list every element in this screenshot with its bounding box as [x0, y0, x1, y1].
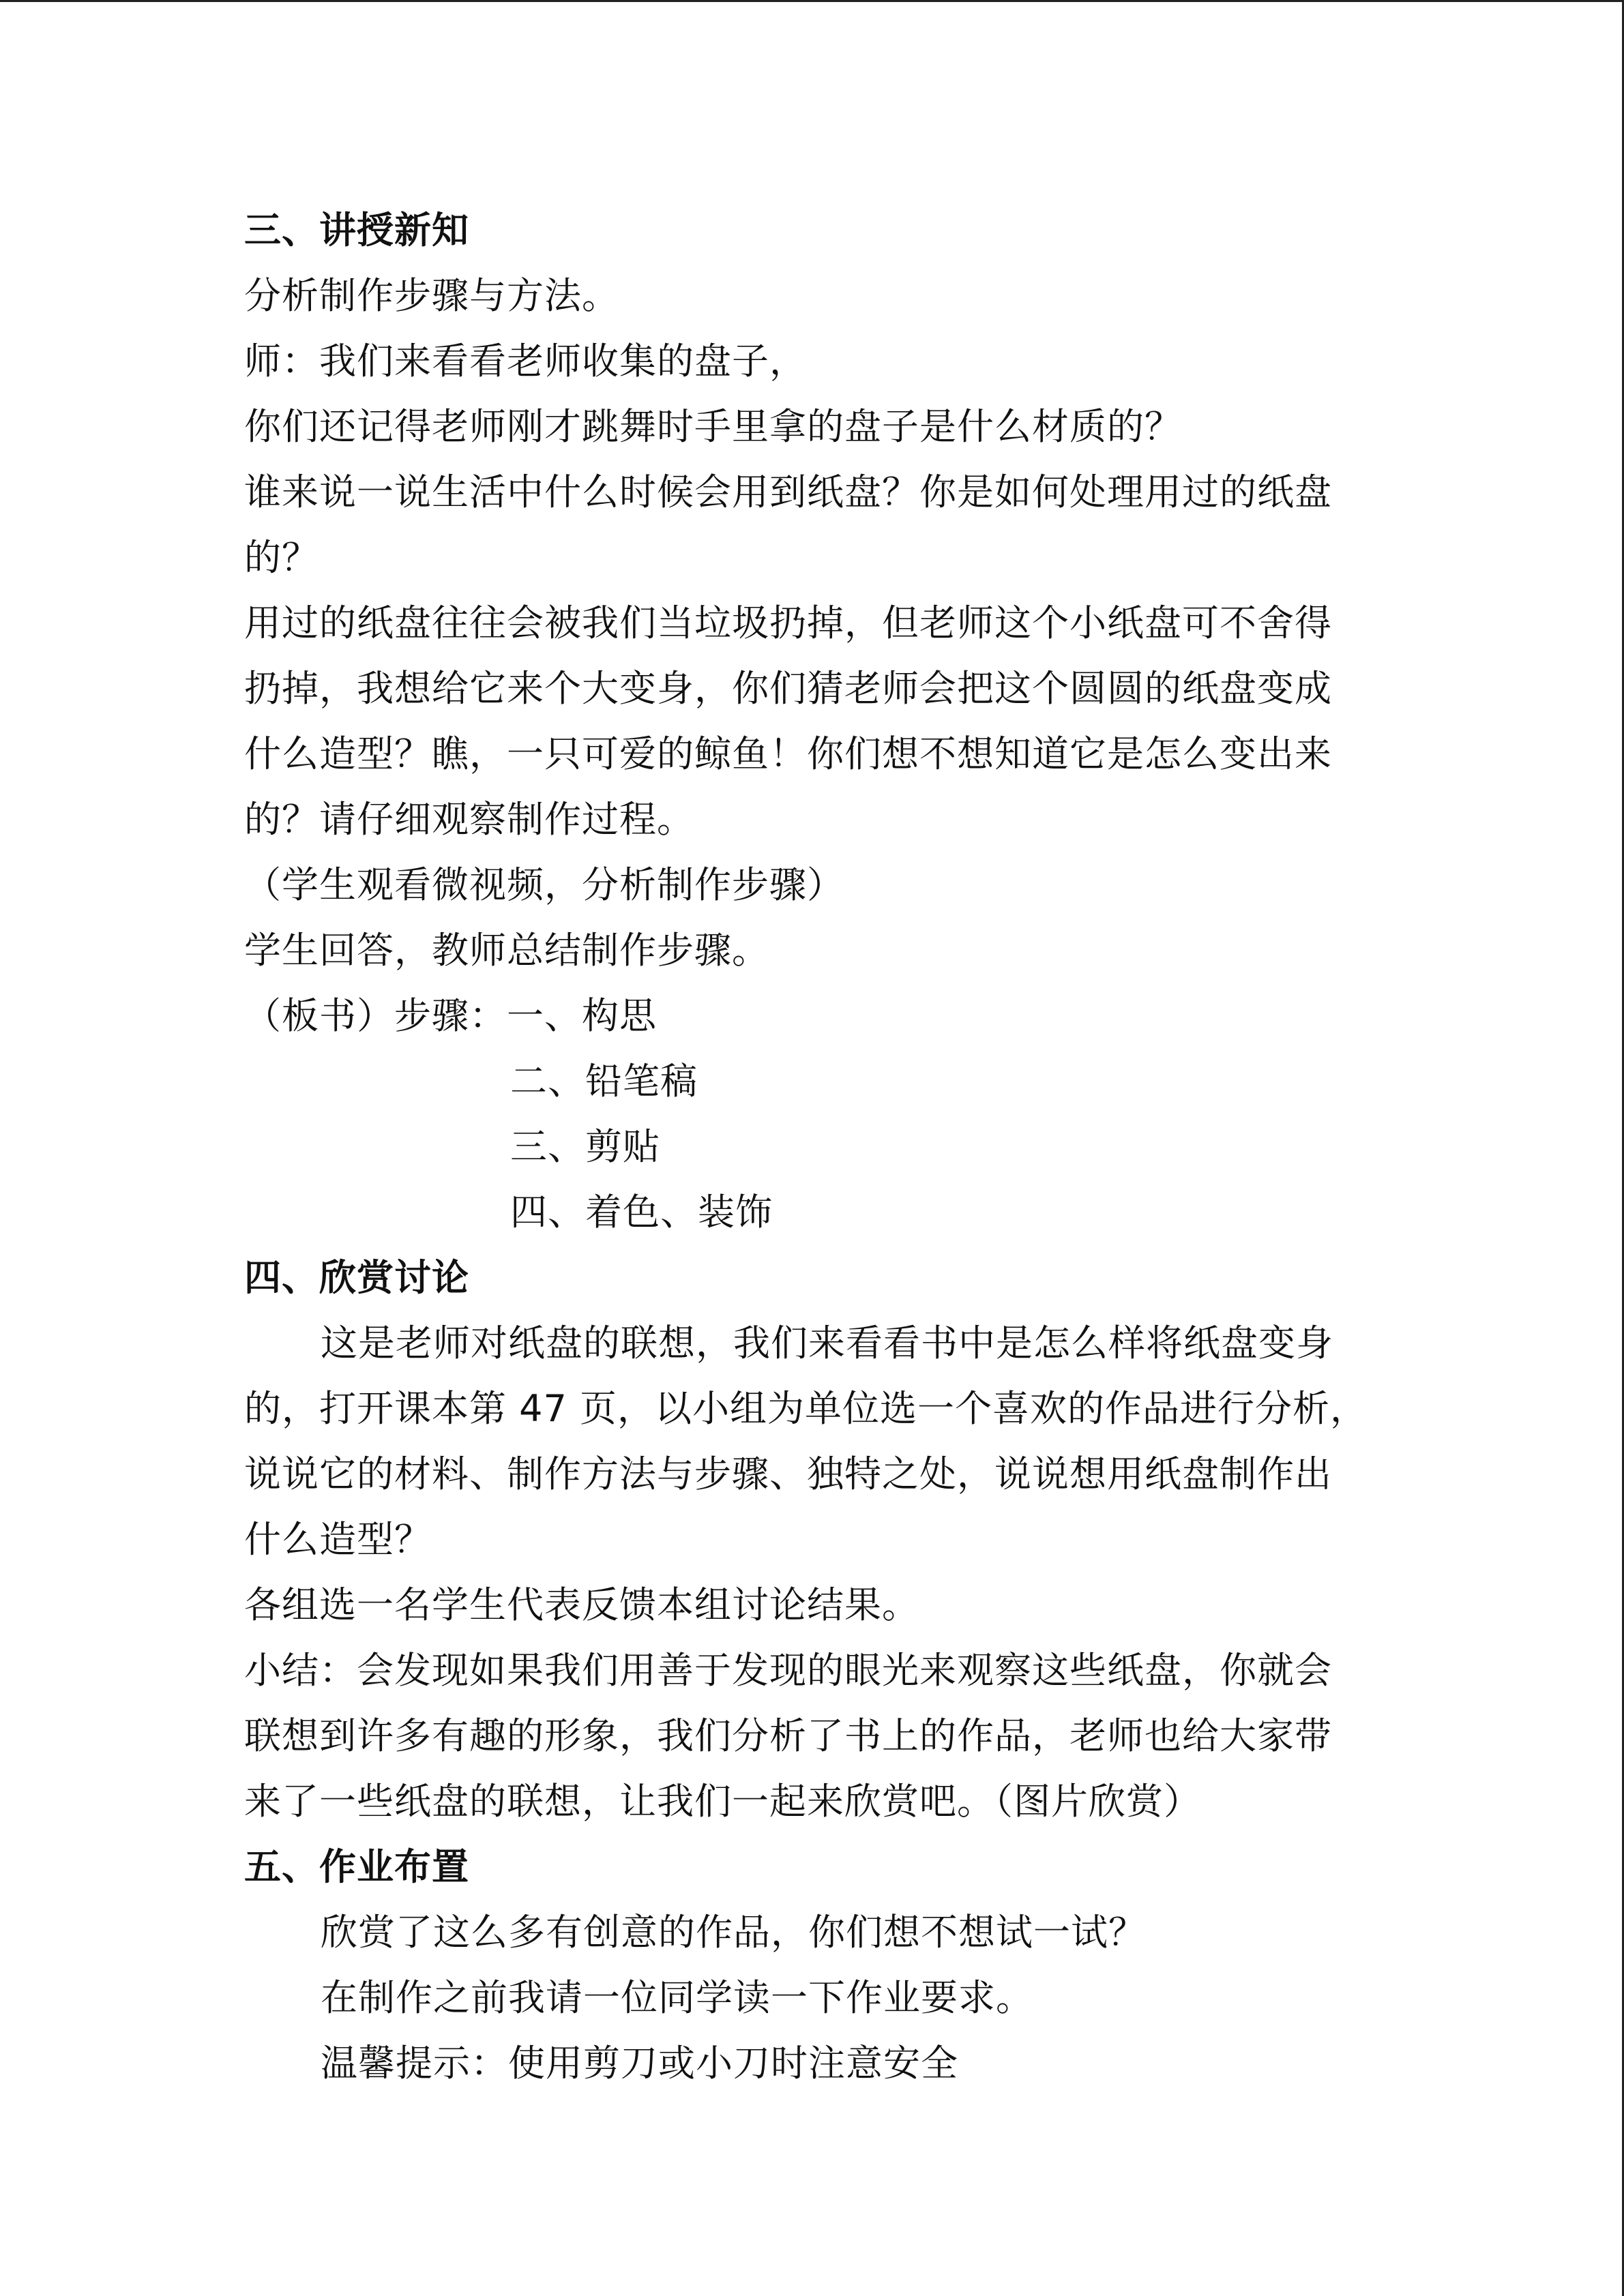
document-body — [244, 198, 1376, 2096]
section-heading: 三、讲授新知 — [244, 209, 469, 252]
step-item: 三、剪贴 — [510, 1125, 660, 1168]
paragraph-line: 学生回答，教师总结制作步骤。 — [244, 929, 769, 972]
page-border-top — [0, 0, 1624, 2]
paragraph-line: 联想到许多有趣的形象，我们分析了书上的作品，老师也给大家带 — [244, 1714, 1332, 1757]
paragraph-line: 的？ — [244, 536, 319, 579]
step-item: 二、铅笔稿 — [510, 1060, 698, 1103]
section-heading: 五、作业布置 — [244, 1845, 469, 1888]
paragraph-line: 什么造型？瞧，一只可爱的鲸鱼！你们想不想知道它是怎么变出来 — [244, 732, 1332, 775]
paragraph-line: 谁来说一说生活中什么时候会用到纸盘？你是如何处理用过的纸盘 — [244, 471, 1332, 513]
paragraph-line: 小结：会发现如果我们用善于发现的眼光来观察这些纸盘，你就会 — [244, 1649, 1332, 1692]
paragraph-line: 的？请仔细观察制作过程。 — [244, 798, 694, 841]
paragraph-line: 来了一些纸盘的联想，让我们一起来欣赏吧。（图片欣赏） — [244, 1780, 1201, 1823]
step-item: 四、着色、装饰 — [510, 1191, 773, 1234]
paragraph-line: 在制作之前我请一位同学读一下作业要求。 — [321, 1976, 1033, 2019]
paragraph-line: 师：我们来看看老师收集的盘子， — [244, 340, 807, 383]
paragraph-line: 温馨提示：使用剪刀或小刀时注意安全 — [321, 2042, 958, 2085]
steps-label: （板书）步骤：一、构思 — [244, 994, 657, 1037]
paragraph-line: 扔掉，我想给它来个大变身，你们猜老师会把这个圆圆的纸盘变成 — [244, 667, 1332, 710]
paragraph-line: 用过的纸盘往往会被我们当垃圾扔掉，但老师这个小纸盘可不舍得 — [244, 601, 1332, 644]
paragraph-line: 你们还记得老师刚才跳舞时手里拿的盘子是什么材质的？ — [244, 405, 1182, 448]
paragraph-line: 欣赏了这么多有创意的作品，你们想不想试一试？ — [321, 1911, 1146, 1954]
paragraph-line: 说说它的材料、制作方法与步骤、独特之处，说说想用纸盘制作出 — [244, 1452, 1332, 1495]
paragraph-line: 各组选一名学生代表反馈本组讨论结果。 — [244, 1583, 919, 1626]
paragraph-line: 的，打开课本第 47 页，以小组为单位选一个喜欢的作品进行分析， — [244, 1387, 1368, 1430]
section-heading: 四、欣赏讨论 — [244, 1256, 469, 1299]
paragraph-line: 分析制作步骤与方法。 — [244, 274, 619, 317]
paragraph-line: （学生观看微视频，分析制作步骤） — [244, 863, 844, 906]
paragraph-line: 这是老师对纸盘的联想，我们来看看书中是怎么样将纸盘变身 — [321, 1322, 1333, 1365]
paragraph-line: 什么造型？ — [244, 1518, 432, 1561]
